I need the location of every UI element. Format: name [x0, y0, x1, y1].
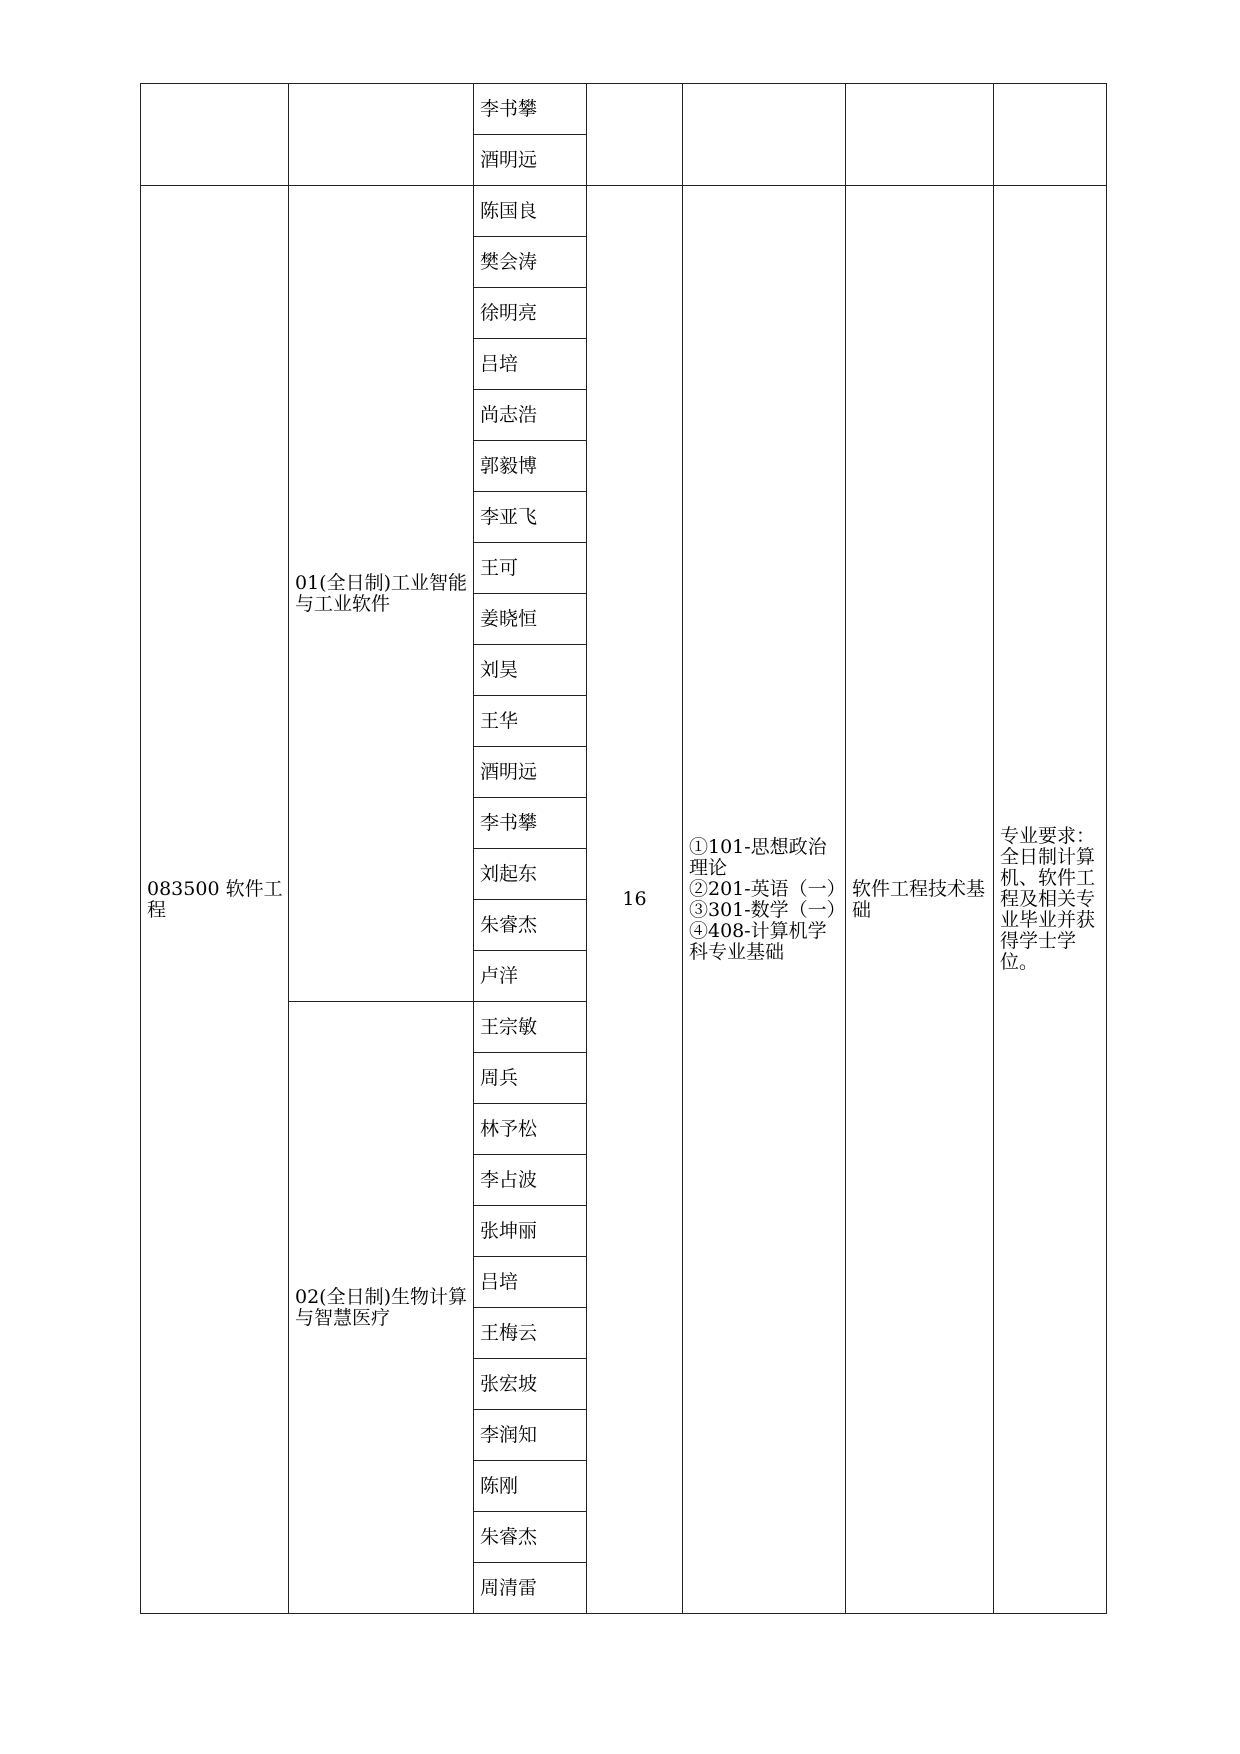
- advisor-name: 陈国良: [474, 186, 587, 237]
- advisor-name: 李润知: [474, 1410, 587, 1461]
- exam-cell-blank: [683, 84, 846, 186]
- direction-name: 01(全日制)工业智能与工业软件: [289, 186, 474, 1002]
- advisor-name: 徐明亮: [474, 288, 587, 339]
- advisor-name: 郭毅博: [474, 441, 587, 492]
- advisor-name: 李亚飞: [474, 492, 587, 543]
- advisor-name: 周兵: [474, 1053, 587, 1104]
- advisor-name: 樊会涛: [474, 237, 587, 288]
- advisor-name: 朱睿杰: [474, 900, 587, 951]
- advisor-name: 李占波: [474, 1155, 587, 1206]
- advisor-name: 酒明远: [474, 747, 587, 798]
- advisor-name: 王宗敏: [474, 1002, 587, 1053]
- advisor-name: 周清雷: [474, 1563, 587, 1614]
- advisor-name: 朱睿杰: [474, 1512, 587, 1563]
- advisor-name: 陈刚: [474, 1461, 587, 1512]
- advisor-name: 卢洋: [474, 951, 587, 1002]
- major-cell-blank: [141, 84, 289, 186]
- advisor-name: 王华: [474, 696, 587, 747]
- advisor-name: 张宏坡: [474, 1359, 587, 1410]
- advisor-name: 王可: [474, 543, 587, 594]
- table-row: [141, 186, 1107, 237]
- advisor-name: 张坤丽: [474, 1206, 587, 1257]
- direction-name: 02(全日制)生物计算与智慧医疗: [289, 1002, 474, 1614]
- retest-subject: 软件工程技术基础: [846, 186, 994, 1614]
- advisor-name: 刘起东: [474, 849, 587, 900]
- exam-item: ②201-英语（一）: [689, 877, 846, 900]
- retest-cell-blank: [846, 84, 994, 186]
- advisor-name: 吕培: [474, 1257, 587, 1308]
- enrollment-cell-blank: [587, 84, 683, 186]
- advisor-name: 李书攀: [474, 84, 587, 135]
- major-code-name: 083500 软件工程: [141, 186, 289, 1614]
- advisor-name: 刘昊: [474, 645, 587, 696]
- remarks-cell-blank: [994, 84, 1107, 186]
- remarks: 专业要求：全日制计算机、软件工程及相关专业毕业并获得学士学位。: [994, 186, 1107, 1614]
- enrollment-count: 16: [587, 186, 683, 1614]
- advisor-name: 尚志浩: [474, 390, 587, 441]
- advisor-name: 酒明远: [474, 135, 587, 186]
- program-table: [140, 83, 1107, 1614]
- advisor-name: 林予松: [474, 1104, 587, 1155]
- advisor-name: 姜晓恒: [474, 594, 587, 645]
- exam-item: ③301-数学（一）: [689, 898, 846, 921]
- advisor-name: 吕培: [474, 339, 587, 390]
- advisor-name: 王梅云: [474, 1308, 587, 1359]
- exam-item: ④408-计算机学科专业基础: [689, 919, 827, 963]
- advisor-name: 李书攀: [474, 798, 587, 849]
- table-row: [141, 84, 1107, 135]
- direction-cell-blank: [289, 84, 474, 186]
- exam-item: ①101-思想政治理论: [689, 835, 827, 879]
- exam-subjects: [683, 186, 846, 1614]
